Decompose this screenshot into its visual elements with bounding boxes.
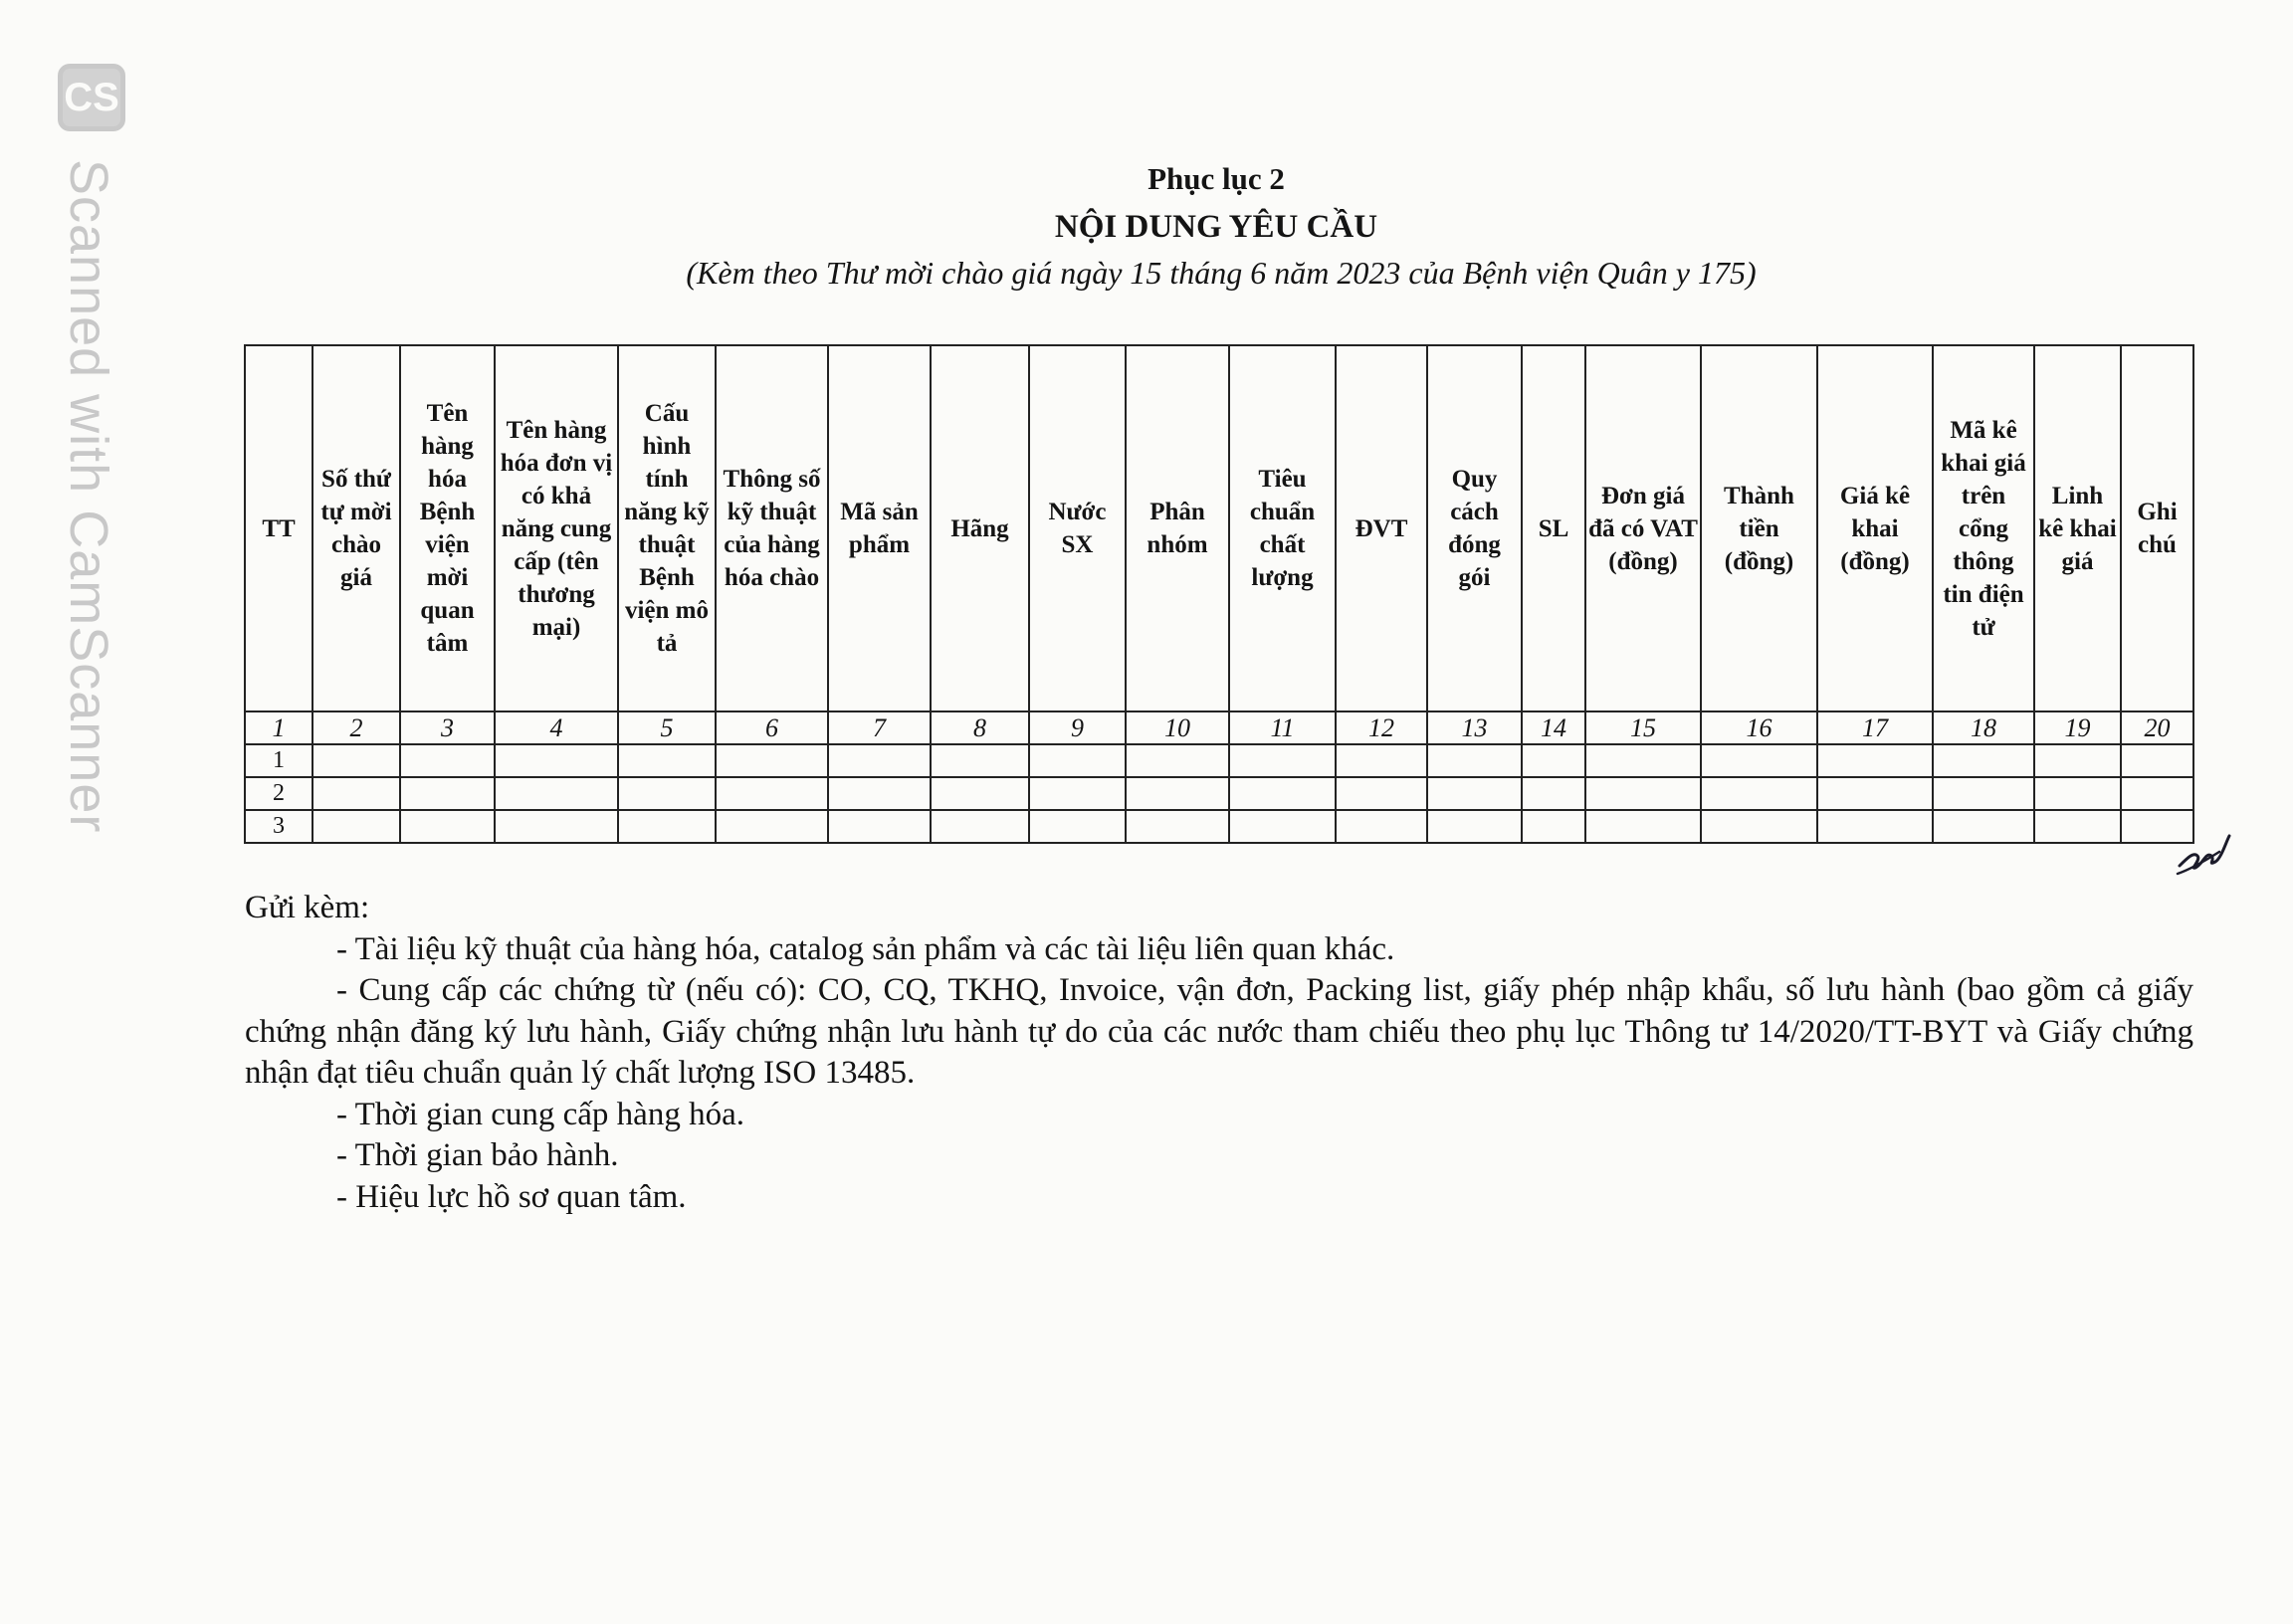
column-header: SL xyxy=(1522,345,1585,711)
attachment-item: - Hiệu lực hồ sơ quan tâm. xyxy=(336,1178,687,1215)
table-cell xyxy=(1585,744,1701,777)
table-cell xyxy=(931,744,1029,777)
table-cell xyxy=(1229,777,1336,810)
column-header: ĐVT xyxy=(1336,345,1427,711)
table-cell xyxy=(1029,810,1126,843)
table-cell xyxy=(400,810,495,843)
column-number: 9 xyxy=(1029,711,1126,744)
table-cell xyxy=(1336,777,1427,810)
table-cell xyxy=(1933,777,2034,810)
handwritten-initials-icon xyxy=(2176,822,2235,878)
table-cell xyxy=(618,810,716,843)
column-number: 3 xyxy=(400,711,495,744)
column-number: 6 xyxy=(716,711,828,744)
attachment-item: - Tài liệu kỹ thuật của hàng hóa, catalog sản phẩm và các tài liệu liên quan khác. xyxy=(336,930,1395,967)
table-cell xyxy=(1522,744,1585,777)
column-header: Tiêu chuẩn chất lượng xyxy=(1229,345,1336,711)
column-header: TT xyxy=(245,345,313,711)
appendix-label: Phục lục 2 xyxy=(1147,161,1285,196)
attachments-section xyxy=(245,888,2193,1218)
table-cell xyxy=(1817,744,1933,777)
column-number: 5 xyxy=(618,711,716,744)
table-cell xyxy=(1336,744,1427,777)
table-cell xyxy=(313,777,400,810)
column-number: 17 xyxy=(1817,711,1933,744)
table-cell xyxy=(716,744,828,777)
column-header: Cấu hình tính năng kỹ thuật Bệnh viện mô tả xyxy=(618,345,716,711)
requirements-table xyxy=(244,344,2194,844)
table-cell xyxy=(931,777,1029,810)
table-cell xyxy=(1029,744,1126,777)
table-cell xyxy=(1585,810,1701,843)
table-cell xyxy=(1933,744,2034,777)
table-cell xyxy=(400,777,495,810)
table-cell xyxy=(828,744,931,777)
table-cell xyxy=(495,810,618,843)
column-number: 18 xyxy=(1933,711,2034,744)
table-cell xyxy=(1336,810,1427,843)
table-cell xyxy=(618,744,716,777)
column-number: 1 xyxy=(245,711,313,744)
table-cell xyxy=(1126,777,1229,810)
camscanner-logo-icon: CS xyxy=(58,64,125,131)
table-row xyxy=(245,810,2193,843)
table-cell xyxy=(716,777,828,810)
table-cell xyxy=(618,777,716,810)
table-cell xyxy=(400,744,495,777)
column-number: 16 xyxy=(1701,711,1817,744)
table-cell xyxy=(1701,744,1817,777)
column-header: Mã sản phẩm xyxy=(828,345,931,711)
table-cell xyxy=(1427,777,1522,810)
column-header: Hãng xyxy=(931,345,1029,711)
column-number: 20 xyxy=(2121,711,2193,744)
attachment-item: - Cung cấp các chứng từ (nếu có): CO, CQ, TKHQ, Invoice, vận đơn, Packing list, giấy phép nhập khẩu, số lưu hành (bao gồm cả giấy chứng nhận đăng ký lưu hành, Giấy chứng nhận lưu hành tự do của các nước tham chiếu theo phụ lục Thông tư 14/2020/TT-BYT và Giấy chứng nhận đạt tiêu chuẩn quản lý chất lượng ISO 13485. xyxy=(245,972,2193,1091)
table-cell xyxy=(1585,777,1701,810)
table-cell xyxy=(828,777,931,810)
table-cell xyxy=(1427,744,1522,777)
column-number: 19 xyxy=(2034,711,2121,744)
document-subtitle: (Kèm theo Thư mời chào giá ngày 15 tháng 6 năm 2023 của Bệnh viện Quân y 175) xyxy=(686,255,1757,291)
table-cell xyxy=(2034,810,2121,843)
column-number: 10 xyxy=(1126,711,1229,744)
table-cell xyxy=(1126,744,1229,777)
table-cell xyxy=(1522,810,1585,843)
table-cell xyxy=(716,810,828,843)
table-cell xyxy=(1933,810,2034,843)
column-header: Giá kê khai (đồng) xyxy=(1817,345,1933,711)
column-number: 15 xyxy=(1585,711,1701,744)
column-number: 2 xyxy=(313,711,400,744)
table-cell xyxy=(931,810,1029,843)
table-cell xyxy=(1229,744,1336,777)
document-title: NỘI DUNG YÊU CẦU xyxy=(1054,209,1378,245)
column-number: 4 xyxy=(495,711,618,744)
table-cell xyxy=(1817,777,1933,810)
table-cell xyxy=(1029,777,1126,810)
column-header: Nước SX xyxy=(1029,345,1126,711)
column-header: Linh kê khai giá xyxy=(2034,345,2121,711)
column-number: 11 xyxy=(1229,711,1336,744)
table-cell xyxy=(828,810,931,843)
table-cell xyxy=(1701,777,1817,810)
column-header: Đơn giá đã có VAT (đồng) xyxy=(1585,345,1701,711)
column-number-row xyxy=(245,711,2193,744)
row-number: 2 xyxy=(245,777,313,810)
table-cell xyxy=(1701,810,1817,843)
column-header: Quy cách đóng gói xyxy=(1427,345,1522,711)
table-cell xyxy=(2034,777,2121,810)
attachments-heading: Gửi kèm: xyxy=(245,890,370,925)
column-header: Phân nhóm xyxy=(1126,345,1229,711)
table-cell xyxy=(1522,777,1585,810)
table-cell xyxy=(2121,744,2193,777)
table-cell xyxy=(1427,810,1522,843)
column-header: Mã kê khai giá trên cổng thông tin điện tử xyxy=(1933,345,2034,711)
column-number: 14 xyxy=(1522,711,1585,744)
table-cell xyxy=(2121,777,2193,810)
attachment-item: - Thời gian cung cấp hàng hóa. xyxy=(336,1096,744,1132)
table-cell xyxy=(495,777,618,810)
column-header: Số thứ tự mời chào giá xyxy=(313,345,400,711)
column-number: 7 xyxy=(828,711,931,744)
table-cell xyxy=(313,744,400,777)
column-header: Tên hàng hóa Bệnh viện mời quan tâm xyxy=(400,345,495,711)
column-number: 12 xyxy=(1336,711,1427,744)
row-number: 3 xyxy=(245,810,313,843)
table-cell xyxy=(313,810,400,843)
row-number: 1 xyxy=(245,744,313,777)
column-header: Thành tiền (đồng) xyxy=(1701,345,1817,711)
table-cell xyxy=(2034,744,2121,777)
column-header: Thông số kỹ thuật của hàng hóa chào xyxy=(716,345,828,711)
column-number: 13 xyxy=(1427,711,1522,744)
table-cell xyxy=(1229,810,1336,843)
table-row xyxy=(245,744,2193,777)
column-header: Tên hàng hóa đơn vị có khả năng cung cấp (tên thương mại) xyxy=(495,345,618,711)
watermark-text: Scanned with CamScanner xyxy=(59,159,118,834)
table-cell xyxy=(1817,810,1933,843)
table-header-row xyxy=(245,345,2193,711)
table-cell xyxy=(495,744,618,777)
table-cell xyxy=(1126,810,1229,843)
column-number: 8 xyxy=(931,711,1029,744)
column-header: Ghi chú xyxy=(2121,345,2193,711)
table-row xyxy=(245,777,2193,810)
attachment-item: - Thời gian bảo hành. xyxy=(336,1137,619,1173)
